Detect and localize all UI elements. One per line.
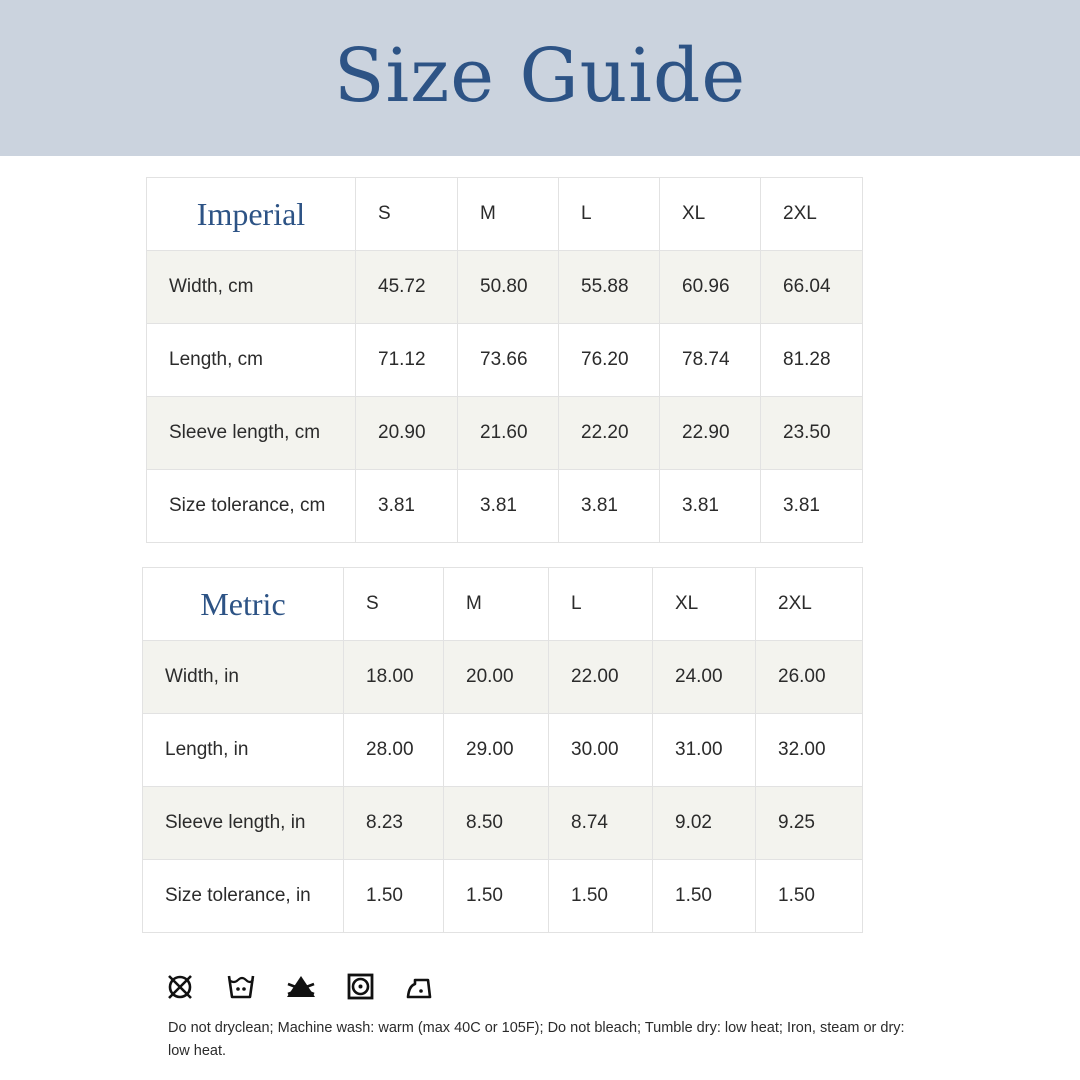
table-cell: 26.00 bbox=[756, 641, 863, 714]
table-row bbox=[143, 787, 863, 860]
table-row bbox=[143, 714, 863, 787]
table-cell: 22.00 bbox=[549, 641, 653, 714]
metric-caption: Metric bbox=[143, 568, 344, 641]
size-header: XL bbox=[660, 178, 761, 251]
size-header: M bbox=[444, 568, 549, 641]
size-header: M bbox=[458, 178, 559, 251]
row-label: Length, cm bbox=[147, 324, 356, 397]
care-icons bbox=[166, 970, 466, 1004]
header-banner bbox=[0, 0, 1080, 156]
table-cell: 21.60 bbox=[458, 397, 559, 470]
table-cell: 78.74 bbox=[660, 324, 761, 397]
table-row bbox=[147, 397, 863, 470]
table-header-row bbox=[143, 568, 863, 641]
size-header: 2XL bbox=[756, 568, 863, 641]
table-cell: 9.02 bbox=[653, 787, 756, 860]
table-row bbox=[147, 251, 863, 324]
table-cell: 30.00 bbox=[549, 714, 653, 787]
table-header-row bbox=[147, 178, 863, 251]
tumble-dry-low-icon bbox=[346, 970, 406, 1004]
table-cell: 24.00 bbox=[653, 641, 756, 714]
table-row bbox=[143, 860, 863, 933]
size-header: L bbox=[549, 568, 653, 641]
table-cell: 60.96 bbox=[660, 251, 761, 324]
table-cell: 1.50 bbox=[549, 860, 653, 933]
table-cell: 71.12 bbox=[356, 324, 458, 397]
table-cell: 3.81 bbox=[458, 470, 559, 543]
table-cell: 8.23 bbox=[344, 787, 444, 860]
table-row bbox=[143, 641, 863, 714]
table-cell: 8.74 bbox=[549, 787, 653, 860]
table-cell: 22.90 bbox=[660, 397, 761, 470]
size-header: S bbox=[356, 178, 458, 251]
do-not-bleach-icon bbox=[286, 970, 346, 1004]
table-cell: 23.50 bbox=[761, 397, 863, 470]
table-row bbox=[147, 470, 863, 543]
table-cell: 1.50 bbox=[344, 860, 444, 933]
care-instructions: Do not dryclean; Machine wash: warm (max 40C or 105F); Do not bleach; Tumble dry: low heat; Iron, steam or dry: low heat. bbox=[168, 1020, 905, 1059]
table-cell: 18.00 bbox=[344, 641, 444, 714]
table-cell: 45.72 bbox=[356, 251, 458, 324]
size-header: S bbox=[344, 568, 444, 641]
table-cell: 76.20 bbox=[559, 324, 660, 397]
imperial-size-table bbox=[146, 177, 863, 543]
row-label: Size tolerance, in bbox=[143, 860, 344, 933]
table-cell: 20.90 bbox=[356, 397, 458, 470]
table-cell: 3.81 bbox=[559, 470, 660, 543]
row-label: Sleeve length, in bbox=[143, 787, 344, 860]
table-cell: 50.80 bbox=[458, 251, 559, 324]
table-cell: 73.66 bbox=[458, 324, 559, 397]
row-label: Width, cm bbox=[147, 251, 356, 324]
table-cell: 1.50 bbox=[756, 860, 863, 933]
row-label: Width, in bbox=[143, 641, 344, 714]
table-cell: 9.25 bbox=[756, 787, 863, 860]
table-cell: 81.28 bbox=[761, 324, 863, 397]
page-title: Size Guide bbox=[333, 33, 747, 119]
table-cell: 31.00 bbox=[653, 714, 756, 787]
table-cell: 8.50 bbox=[444, 787, 549, 860]
table-cell: 29.00 bbox=[444, 714, 549, 787]
row-label: Length, in bbox=[143, 714, 344, 787]
table-cell: 3.81 bbox=[761, 470, 863, 543]
imperial-caption: Imperial bbox=[147, 178, 356, 251]
size-header: 2XL bbox=[761, 178, 863, 251]
table-cell: 3.81 bbox=[356, 470, 458, 543]
machine-wash-warm-icon bbox=[226, 970, 286, 1004]
row-label: Size tolerance, cm bbox=[147, 470, 356, 543]
iron-low-icon bbox=[406, 970, 466, 1004]
table-row bbox=[147, 324, 863, 397]
table-cell: 28.00 bbox=[344, 714, 444, 787]
table-cell: 3.81 bbox=[660, 470, 761, 543]
table-cell: 66.04 bbox=[761, 251, 863, 324]
row-label: Sleeve length, cm bbox=[147, 397, 356, 470]
table-cell: 1.50 bbox=[444, 860, 549, 933]
table-cell: 55.88 bbox=[559, 251, 660, 324]
table-cell: 22.20 bbox=[559, 397, 660, 470]
table-cell: 1.50 bbox=[653, 860, 756, 933]
do-not-dryclean-icon bbox=[166, 970, 226, 1004]
size-header: XL bbox=[653, 568, 756, 641]
table-cell: 32.00 bbox=[756, 714, 863, 787]
table-cell: 20.00 bbox=[444, 641, 549, 714]
metric-size-table bbox=[142, 567, 863, 933]
size-header: L bbox=[559, 178, 660, 251]
